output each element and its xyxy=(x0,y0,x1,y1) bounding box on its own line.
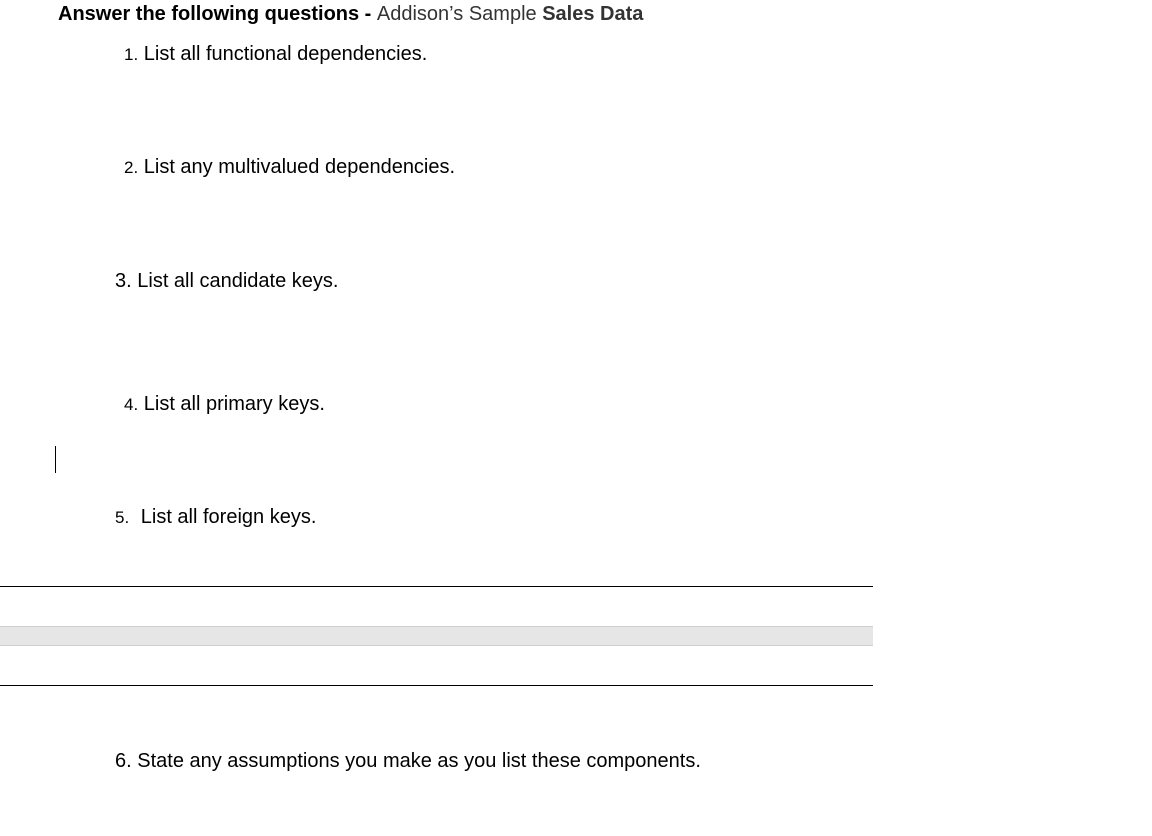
heading-subtitle-bold: Sales Data xyxy=(542,3,644,25)
document-heading xyxy=(58,2,643,26)
heading-subtitle-plain: Addison’s Sample xyxy=(376,3,543,25)
question-1 xyxy=(124,42,427,67)
question-number: 5. xyxy=(115,508,130,527)
question-6 xyxy=(115,749,701,773)
question-text: List all functional dependencies. xyxy=(143,43,428,65)
question-5 xyxy=(115,505,316,530)
question-text: List all primary keys. xyxy=(143,393,325,415)
question-number: 4. xyxy=(124,395,139,414)
heading-lead: Answer the following questions xyxy=(58,3,360,25)
text-cursor xyxy=(55,446,56,473)
page-break-top-rule xyxy=(0,586,873,587)
question-text: List any multivalued dependencies. xyxy=(143,156,456,178)
question-text: State any assumptions you make as you list these components. xyxy=(137,750,701,772)
question-text: List all candidate keys. xyxy=(137,270,339,292)
question-number: 2. xyxy=(124,158,139,177)
page-break-gap xyxy=(0,626,873,646)
question-4 xyxy=(124,392,325,417)
question-number: 3. xyxy=(115,270,132,292)
question-2 xyxy=(124,155,455,180)
page-break-bottom-rule xyxy=(0,685,873,686)
heading-dash: - xyxy=(359,3,377,25)
question-number: 6. xyxy=(115,750,132,772)
question-text: List all foreign keys. xyxy=(140,506,317,528)
question-number: 1. xyxy=(124,45,139,64)
question-3 xyxy=(115,269,338,293)
